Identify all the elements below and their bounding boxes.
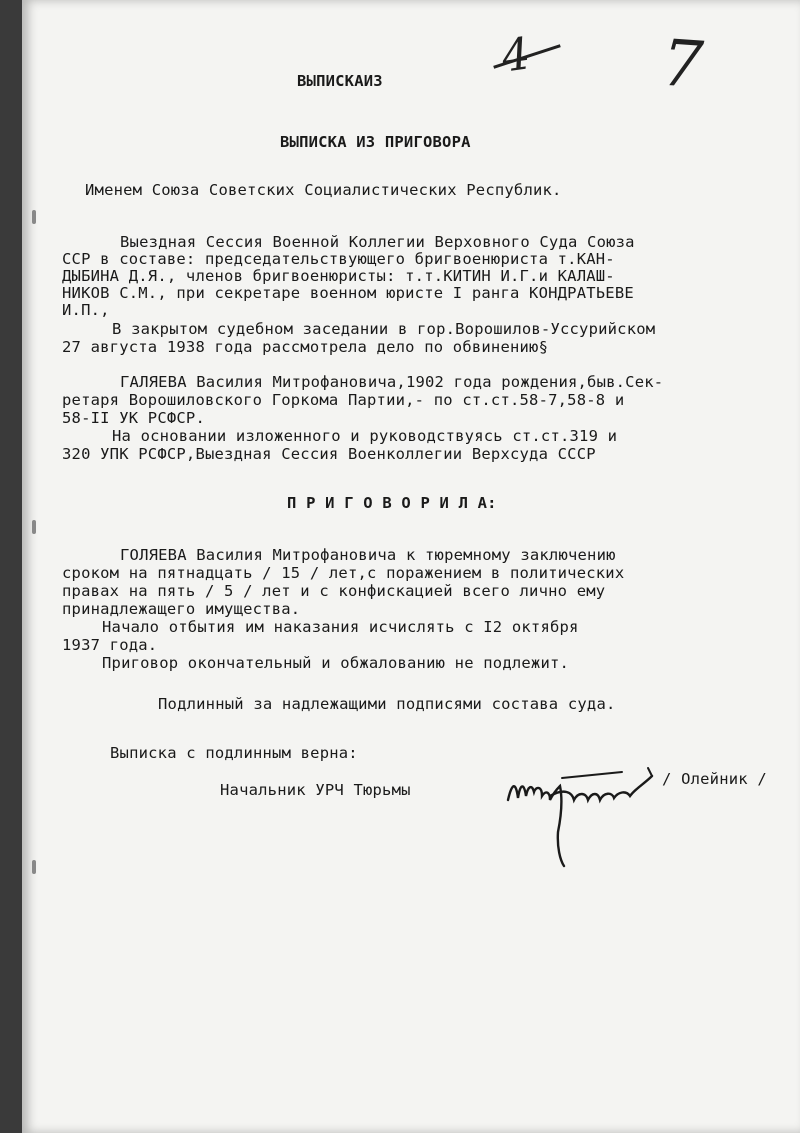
- handwritten-signature: [502, 762, 672, 872]
- text-line: В закрытом судебном заседании в гор.Ворошилов-Уссурийском: [112, 320, 656, 338]
- text-line: ГАЛЯЕВА Василия Митрофановича,1902 года рождения,быв.Сек-: [120, 373, 664, 391]
- handwritten-page-number: 7: [659, 26, 706, 104]
- original-signatures-note: Подлинный за надлежащими подписями состава суда.: [158, 695, 616, 713]
- text-line: правах на пять / 5 / лет и с конфискацией всего лично ему: [62, 582, 606, 600]
- document-page: [22, 0, 800, 1133]
- text-line: Приговор окончательный и обжалованию не подлежит.: [102, 654, 570, 672]
- text-line: И.П.,: [62, 301, 110, 319]
- text-line: Начало отбытия им наказания исчислять с I2 октября: [102, 618, 579, 636]
- text-line: принадлежащего имущества.: [62, 600, 301, 618]
- verdict-title: П Р И Г О В О Р И Л А:: [287, 494, 497, 512]
- text-line: сроком на пятнадцать / 15 / лет,с поражением в политических: [62, 564, 625, 582]
- certified-copy-line: Выписка с подлинным верна:: [110, 744, 358, 762]
- handwritten-mark: 4: [498, 28, 534, 83]
- text-line: НИКОВ С.М., при секретаре военном юристе I ранга КОНДРАТЬЕВЕ: [62, 284, 634, 302]
- signatory-position: Начальник УРЧ Тюрьмы: [220, 781, 411, 799]
- text-line: 320 УПК РСФСР,Выездная Сессия Военколлегии Верхсуда СССР: [62, 445, 596, 463]
- signatory-name: / Олейник /: [662, 770, 767, 788]
- heading-extract: ВЫПИСКАИЗ: [297, 72, 383, 90]
- text-line: ГОЛЯЕВА Василия Митрофановича к тюремному заключению: [120, 546, 616, 564]
- punch-hole: [32, 520, 36, 534]
- text-line: ретаря Ворошиловского Горкома Партии,- по ст.ст.58-7,58-8 и: [62, 391, 625, 409]
- text-line: ДЫБИНА Д.Я., членов бригвоенюристы: т.т.КИТИН И.Г.и КАЛАШ-: [62, 267, 615, 285]
- text-line: 58-II УК РСФСР.: [62, 409, 205, 427]
- text-line: На основании изложенного и руководствуясь ст.ст.319 и: [112, 427, 618, 445]
- text-line: 27 августа 1938 года рассмотрела дело по обвинению§: [62, 338, 549, 356]
- punch-hole: [32, 210, 36, 224]
- heading-verdict-extract: ВЫПИСКА ИЗ ПРИГОВОРА: [280, 133, 471, 151]
- text-line: 1937 года.: [62, 636, 158, 654]
- text-line: Выездная Сессия Военной Коллегии Верховного Суда Союза: [120, 233, 635, 251]
- text-line: ССР в составе: председательствующего бригвоенюриста т.КАН-: [62, 250, 615, 268]
- punch-hole: [32, 860, 36, 874]
- in-the-name-line: Именем Союза Советских Социалистических Республик.: [85, 181, 562, 199]
